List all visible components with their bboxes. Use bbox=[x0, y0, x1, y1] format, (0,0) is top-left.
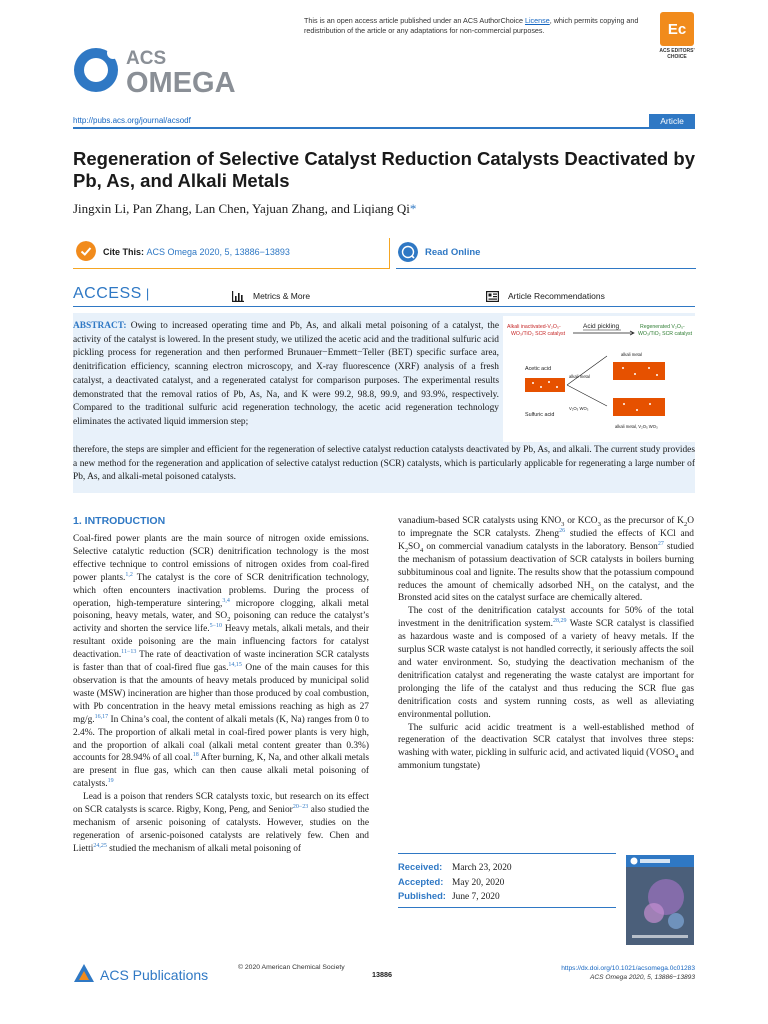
author-list bbox=[73, 201, 416, 217]
paragraph: The cost of the denitrification catalyst accounts for 50% of the total investment in the denitrification system.$^{28,29}$ Waste SCR catalyst is classified as hazardous waste and is composed of a variety of heavy metals. If the surplus SCR waste catalyst is not handled correctly, it seriously affects the soil and water environment. So, studying the deactivation mechanism of the denitrification catalyst and regenerating the waste catalyst are important for prolonging the life of the catalyst and thus reducing the SCR flue gas denitrification costs and system running costs, as well as alleviating environmental pollution. bbox=[398, 606, 694, 720]
footer-doi-block bbox=[540, 964, 695, 982]
received-label: Received: bbox=[398, 861, 443, 872]
published-label: Published: bbox=[398, 890, 446, 901]
toc-middle-title: Acid pickling bbox=[583, 323, 620, 330]
acs-omega-logo[interactable] bbox=[72, 40, 282, 100]
logo-dot bbox=[107, 47, 119, 59]
toc-label-acetic: Acetic acid bbox=[525, 366, 552, 372]
dates-divider-bottom bbox=[398, 907, 616, 908]
paragraph: Coal-fired power plants are the main source of nitrogen oxide emissions. Selective catalytic reduction (SCR) denitrification technology is the most effective technique to control emissions of nitrogen oxides from coal-fired power plants.$^{1,2}$ The catalyst is the core of SCR denitrification technology, which often encounters inactivation problems. During the process of operation, high-temperature sintering,$^{3,4}$ micropore clogging, alkali metal poisoning, heavy metals, water, and $SO_2$ poisoning can reduce the catalyst’s activity and shorten the service life.$^{5-10}$ Heavy metals, alkali metals, and their resultant oxide poisoning are the main influencing factors for catalyst deactivation.$^{11-13}$ The rate of deactivation of waste incineration SCR catalysts is faster than that of coal-fired flue gas.$^{14,15}$ One of the main causes for this observation is that the amounts of heavy metals produced by municipal solid waste (MSW) incineration are higher than those produced by coal combustion, with Pb concentration in the heavy metal emissions reaching as high as 27 mg/g.$^{16,17}$ In China’s coal, the content of alkali metals (K, Na) ranges from 0 to 2.4%. The proportion of alkali metal in coal-fired power plants is very high, and the proportion of alkali coal (alkali metal content greater than 0.3%) accounts for 28.94% of all coal.$^{18}$ After burning, K, Na, and other alkali metals are present in flue gas, which can then cause alkali metal poisoning of catalysts.$^{19}$ bbox=[73, 534, 369, 790]
journal-url-link[interactable]: http://pubs.acs.org/journal/acsodf bbox=[73, 116, 191, 125]
logo-omega-text: OMEGA bbox=[126, 67, 236, 99]
abstract-body-continued: therefore, the steps are simpler and efficient for the regeneration of selective catalyst reduction catalysts deactivated by Pb, As, and alkali. The current study provides a new method for the regeneration and application of selective catalyst reduction (SCR) catalysts, which is particularly applicable for regenerating a large number of Pb, As, and alkali-metal poisoned catalysts. bbox=[73, 445, 695, 483]
article-list-icon[interactable] bbox=[486, 291, 499, 302]
toc-catalyst-regenerated-sulfuric bbox=[613, 398, 665, 416]
toc-left-title: Alkali inactivated-V₂O₅- bbox=[507, 324, 561, 330]
corresponding-author-mark[interactable]: * bbox=[409, 201, 417, 216]
editors-choice-caption: ACS EDITORS' CHOICE bbox=[659, 48, 695, 60]
published-date bbox=[398, 890, 500, 902]
published-value: June 7, 2020 bbox=[452, 892, 500, 902]
acs-publications-logo[interactable] bbox=[73, 963, 223, 987]
toc-label-vwo: V₂O₅ WO₃ bbox=[569, 406, 589, 411]
editors-choice-badge: Ec bbox=[660, 12, 694, 46]
toc-label-alkali: alkali metal bbox=[569, 374, 590, 379]
oa-text-before: This is an open access article published under an ACS AuthorChoice bbox=[304, 16, 525, 25]
publisher-name: ACS Publications bbox=[100, 967, 209, 983]
toc-left-title-line2: WO₃/TiO₂ SCR catalyst bbox=[511, 331, 566, 337]
copyright-notice: © 2020 American Chemical Society bbox=[238, 964, 345, 971]
accepted-date bbox=[398, 876, 504, 888]
accepted-value: May 20, 2020 bbox=[452, 878, 505, 888]
accepted-label: Accepted: bbox=[398, 876, 444, 887]
abstract-label: ABSTRACT: bbox=[73, 321, 127, 331]
footer-citation: ACS Omega 2020, 5, 13886−13893 bbox=[589, 974, 695, 981]
toc-label-alkali-top: alkali metal bbox=[621, 352, 642, 357]
journal-cover-thumbnail[interactable] bbox=[626, 855, 694, 945]
abstract-text-side: Owing to increased operating time and Pb, As, and alkali metal poisoning of a catalyst, the activity of the catalyst is lowered. In the present study, we utilized the acetic acid and the traditional sulfuric acid pickling process for regeneration and then performed Brunauer−Emmett−Teller (BET) specific surface area, denitrification efficiency, scanning electron microscopy, and X-ray fluorescence (XRF) analysis of a fresh catalyst, a deactivated catalyst, and a regenerated catalyst for comparison purposes. The experimental results demonstrated that the removal ratios of Pb, As, Na, and K were 99.2, 98.8, 99.9, and 93.9%, respectively. Compared to the traditional sulfuric acid regeneration technology, the acetic acid regeneration technology eliminates the activated liquid immersion step; bbox=[73, 321, 499, 427]
toc-graphic bbox=[503, 316, 695, 442]
access-label: ACCESS | bbox=[73, 285, 150, 302]
paragraph: Lead is a poison that renders SCR catalysts toxic, but research on its effect on SCR catalysts is scarce. Rigby, Kong, Peng, and Senior$^{20-23}$ also studied the mechanism of arsenic poisoning of catalysts. However, studies on the regeneration of arsenic-poisoned catalysts are relatively few. Chen and Lietti$^{24,25}$ studied the mechanism of alkali metal poisoning of bbox=[73, 792, 369, 854]
access-label-text: ACCESS bbox=[73, 285, 142, 302]
body-column-left bbox=[73, 533, 369, 856]
toc-label-sulfuric: Sulfuric acid bbox=[525, 412, 555, 418]
cite-reference[interactable]: ACS Omega 2020, 5, 13886−13893 bbox=[146, 247, 290, 257]
check-circle-icon[interactable] bbox=[76, 241, 96, 261]
abstract-body bbox=[73, 320, 499, 430]
access-divider bbox=[73, 306, 695, 307]
toc-label-bottom: alkali metal, V₂O₅ WO₃ bbox=[615, 424, 658, 429]
doi-link[interactable]: https://dx.doi.org/10.1021/acsomega.0c01283 bbox=[561, 965, 695, 972]
page-number: 13886 bbox=[372, 970, 392, 979]
toc-catalyst-deactivated bbox=[525, 378, 565, 392]
license-link[interactable]: License bbox=[524, 16, 550, 25]
cite-this[interactable] bbox=[103, 247, 290, 257]
article-type-tag: Article bbox=[649, 114, 695, 127]
body-column-right bbox=[398, 515, 694, 773]
metrics-more-link[interactable]: Metrics & More bbox=[253, 291, 311, 301]
paragraph: The sulfuric acid acidic treatment is a well-established method of regeneration of the deactivation SCR catalyst that involves three steps: washing with water, pickling in sulfuric acid, and activated liquid ($VOSO_4$ and ammonium tungstate) bbox=[398, 722, 694, 772]
logo-ring-inner bbox=[84, 58, 108, 82]
read-online-link[interactable]: Read Online bbox=[425, 247, 481, 258]
open-access-notice bbox=[304, 16, 649, 35]
received-date bbox=[398, 861, 512, 873]
logo-acs-text: ACS bbox=[126, 48, 167, 69]
received-value: March 23, 2020 bbox=[452, 863, 512, 873]
globe-icon[interactable] bbox=[398, 242, 418, 262]
cite-label: Cite This: bbox=[103, 247, 147, 257]
paragraph: vanadium-based SCR catalysts using $KNO_3$ or $KCO_3$ as the precursor of $K_2O$ to impregnate the SCR catalysts. Zheng$^{26}$ studied the effects of KCl and $K_2SO_4$ on commercial vanadium catalysts in the laboratory. Benson$^{27}$ studied the mechanism of potassium deactivation of SCR catalysts in boilers burning subbituminous coal and lignite. The results show that the potassium compound reduces the amount of chemically adsorbed $NH_3$ on the catalyst, and the Bronsted acid sites on the catalyst surface are chemically altered. bbox=[398, 516, 694, 604]
toc-right-title-line2: WO₃/TiO₂ SCR catalyst bbox=[638, 331, 693, 337]
article-title: Regeneration of Selective Catalyst Reduction Catalysts Deactivated by Pb, As, and Alkali Metals bbox=[73, 148, 696, 191]
oa-text-after: , which permits copying and redistribution of the article or any adaptations for non-commercial purposes. bbox=[304, 16, 639, 35]
section-heading-introduction: 1. INTRODUCTION bbox=[73, 515, 166, 527]
author-names: Jingxin Li, Pan Zhang, Lan Chen, Yajuan Zhang, and Liqiang Qi bbox=[73, 201, 410, 216]
toc-right-title: Regenerated V₂O₅- bbox=[640, 324, 685, 330]
article-recommendations-link[interactable]: Article Recommendations bbox=[508, 291, 605, 301]
toc-catalyst-regenerated-acetic bbox=[613, 362, 665, 380]
bar-chart-icon[interactable] bbox=[232, 291, 244, 302]
header-divider bbox=[73, 127, 695, 129]
dates-divider-top bbox=[398, 853, 616, 854]
